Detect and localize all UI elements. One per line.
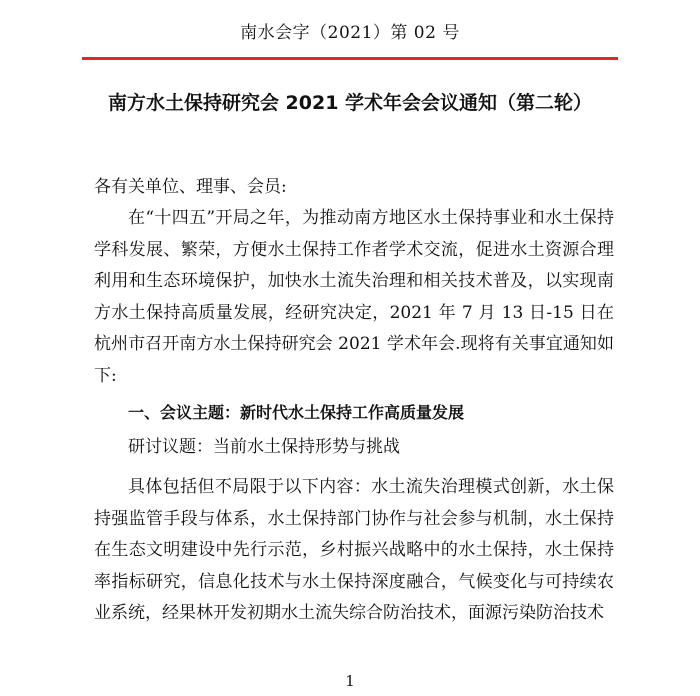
red-header-rule	[82, 57, 618, 60]
salutation: 各有关单位、理事、会员:	[94, 177, 287, 197]
content-paragraph: 具体包括但不局限于以下内容：水土流失治理模式创新，水土保持强监管手段与体系，水土保持部门协作与社会参与机制，水土保持在生态文明建设中先行示范，乡村振兴战略中的水土保持，水土保持率指标研究，信息化技术与水土保持深度融合，气候变化与可持续农业系统，经果林开发初期水土流失综合防治技术，面源污染防治技术	[94, 477, 614, 623]
intro-paragraph: 在“十四五”开局之年，为推动南方地区水土保持事业和水土保持学科发展、繁荣，方便水土保持工作者学术交流，促进水土资源合理利用和生态环境保护，加快水土流失治理和相关技术普及，以实现南方水土保持高质量发展，经研究决定，2021 年 7 月 13 日-15 日在杭州市召开南方水土保持研究会 2021 学术年会.现将有关事宜通知如下:	[94, 208, 614, 386]
section-heading-theme: 一、会议主题：新时代水土保持工作高质量发展	[128, 403, 465, 422]
discussion-topic: 研讨议题：当前水土保持形势与挑战	[128, 437, 400, 457]
document-title: 南方水土保持研究会 2021 学术年会会议通知（第二轮）	[107, 92, 593, 114]
document-number: 南水会字（2021）第 02 号	[240, 23, 460, 43]
page-number: 1	[345, 672, 355, 690]
